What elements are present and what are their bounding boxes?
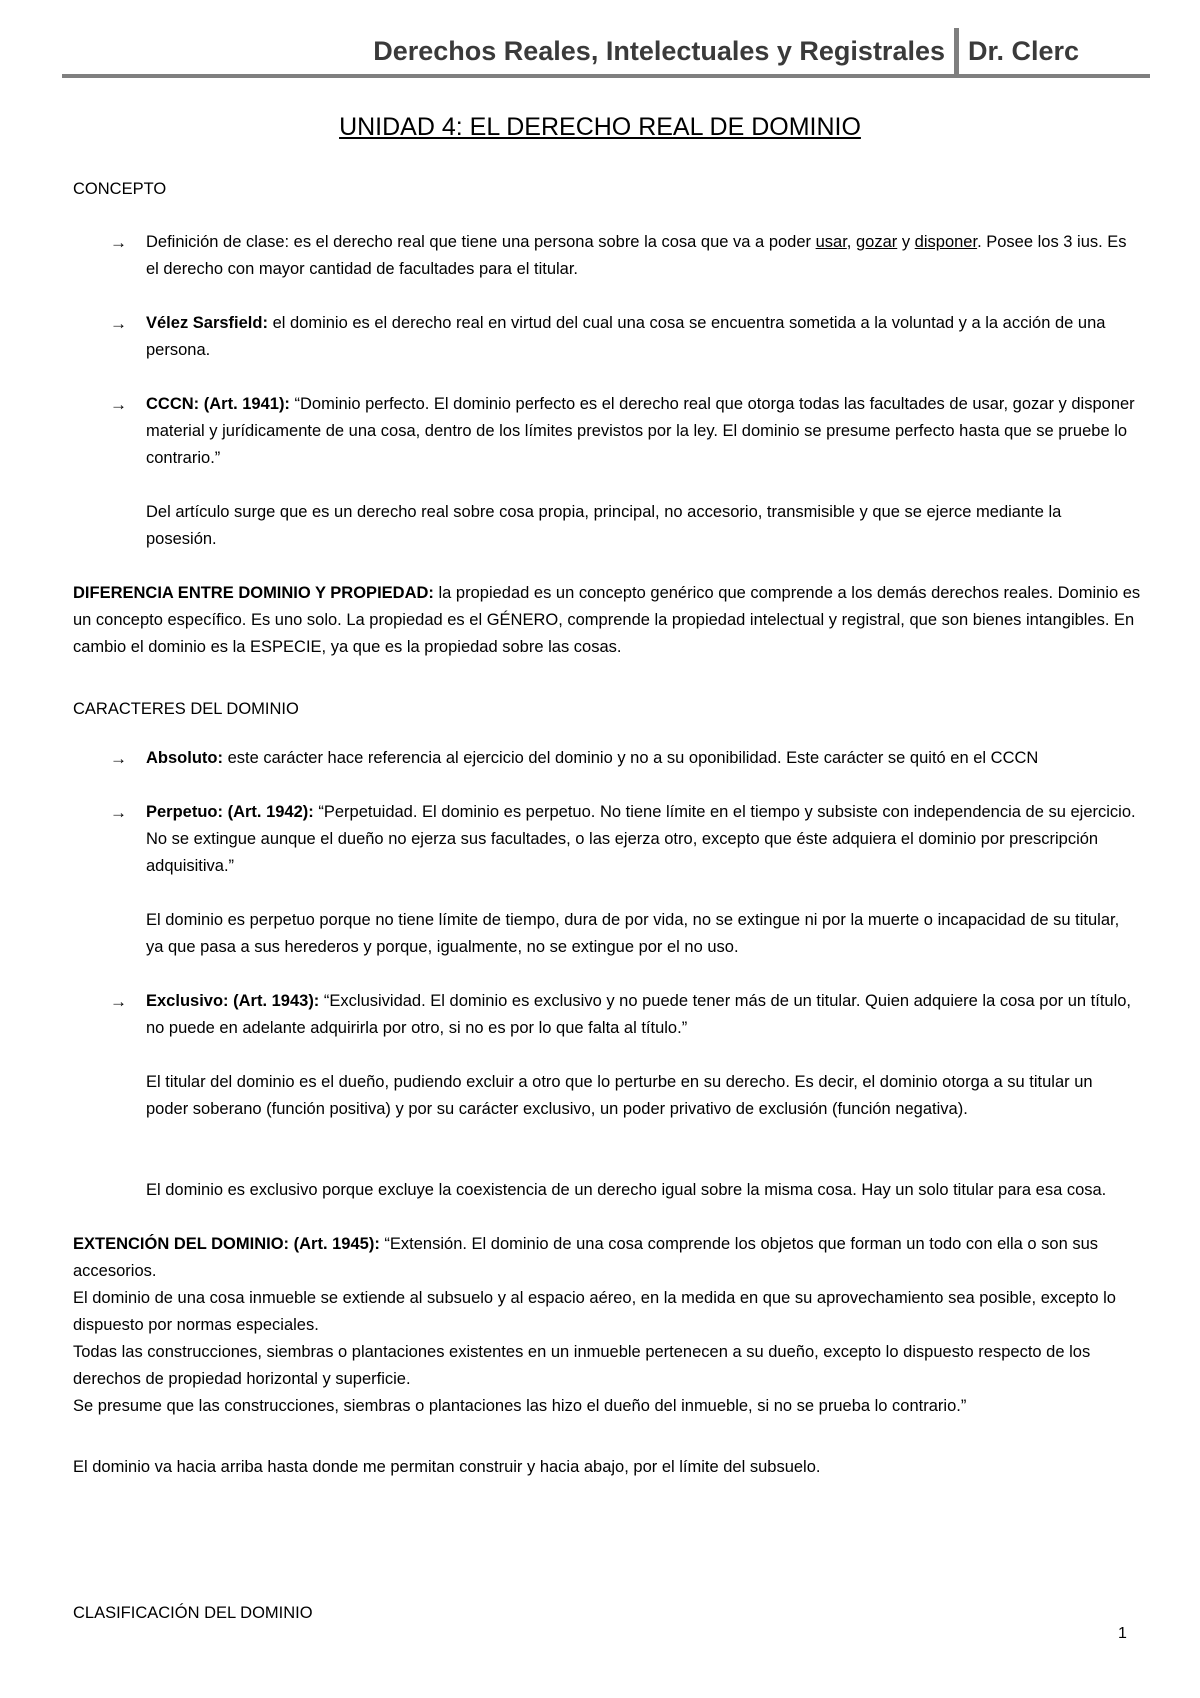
concepto-heading: CONCEPTO — [73, 180, 167, 198]
header-rule — [62, 74, 1150, 78]
extension-line-1 — [73, 1231, 1143, 1285]
unit-title: UNIDAD 4: EL DERECHO REAL DE DOMINIO — [339, 113, 861, 141]
extension-note: El dominio va hacia arriba hasta donde me permitan construir y hacia abajo, por el límite del subsuelo. — [73, 1458, 821, 1476]
definicion-sep-1: , — [846, 233, 856, 251]
exclusivo-note-1: El titular del dominio es el dueño, pudiendo excluir a otro que lo perturbe en su derecho. Es decir, el dominio otorga a su titular un poder soberano (función positiva) y por su carácter exclusivo, un poder privativo de exclusión (función negativa). — [146, 1073, 1093, 1118]
definicion-sep-2: y — [897, 233, 915, 251]
bullet-arrow-icon: → — [110, 749, 127, 768]
bullet-arrow-icon: → — [110, 233, 127, 252]
diferencia-label: DIFERENCIA ENTRE DOMINIO Y PROPIEDAD: — [73, 584, 434, 602]
perpetuo-label: Perpetuo: (Art. 1942): — [146, 803, 314, 821]
underlined-usar: usar — [815, 233, 847, 251]
cccn-text: “Dominio perfecto. El dominio perfecto es el derecho real que otorga todas las facultades de usar, gozar y disponer material y jurídicamente de una cosa, dentro de los límites previstos por la ley. El dominio se presume perfecto hasta que se pruebe lo contrario.” — [146, 395, 1135, 467]
definicion-text-a: Definición de clase: es el derecho real que tiene una persona sobre la cosa que va a poder — [146, 233, 816, 251]
bullet-arrow-icon: → — [110, 314, 127, 333]
extension-line-3: Todas las construcciones, siembras o plantaciones existentes en un inmueble pertenecen a su dueño, excepto lo dispuesto respecto de los derechos de propiedad horizontal y superficie. — [73, 1343, 1091, 1388]
underlined-disponer: disponer — [914, 233, 978, 251]
caracteres-heading: CARACTERES DEL DOMINIO — [73, 700, 299, 718]
caracter-exclusivo — [146, 988, 1136, 1042]
header-separator — [954, 28, 959, 76]
header-author: Dr. Clerc — [968, 36, 1080, 66]
exclusivo-note-2: El dominio es exclusivo porque excluye la coexistencia de un derecho igual sobre la misma cosa. Hay un solo titular para esa cosa. — [146, 1181, 1107, 1199]
caracter-absoluto — [146, 745, 1136, 772]
underlined-gozar: gozar — [855, 233, 898, 251]
velez-label: Vélez Sarsfield: — [146, 314, 268, 332]
concepto-item-definicion — [146, 229, 1136, 283]
cccn-note: Del artículo surge que es un derecho real sobre cosa propia, principal, no accesorio, transmisible y que se ejerce mediante la posesión. — [146, 503, 1062, 548]
bullet-arrow-icon: → — [110, 395, 127, 414]
exclusivo-text: “Exclusividad. El dominio es exclusivo y no puede tener más de un titular. Quien adquiere la cosa por un título, no puede en adelante adquirirla por otro, si no es por lo que falta al título.” — [146, 992, 1132, 1037]
definicion-text-b: . Posee los 3 ius. Es el derecho con mayor cantidad de facultades para el titular. — [146, 233, 1127, 278]
bullet-arrow-icon: → — [110, 803, 127, 822]
diferencia-text: la propiedad es un concepto genérico que comprende a los demás derechos reales. Dominio es un concepto específico. Es uno solo. La propiedad es el GÉNERO, comprende la propiedad intelectual y registral, que son bienes intangibles. En cambio el dominio es la ESPECIE, ya que es la propiedad sobre las cosas. — [73, 584, 1141, 656]
extension-label: EXTENCIÓN DEL DOMINIO: (Art. 1945): — [73, 1235, 380, 1253]
concepto-item-cccn — [146, 391, 1136, 472]
absoluto-text: este carácter hace referencia al ejercicio del dominio y no a su oponibilidad. Este carácter se quitó en el CCCN — [222, 749, 1039, 767]
extension-line-2: El dominio de una cosa inmueble se extiende al subsuelo y al espacio aéreo, en la medida en que su aprovechamiento sea posible, excepto lo dispuesto por normas especiales. — [73, 1289, 1116, 1334]
diferencia-paragraph — [73, 580, 1143, 661]
absoluto-label: Absoluto: — [146, 749, 223, 767]
concepto-item-velez — [146, 310, 1136, 364]
exclusivo-label: Exclusivo: (Art. 1943): — [146, 992, 320, 1010]
perpetuo-text: “Perpetuidad. El dominio es perpetuo. No tiene límite en el tiempo y subsiste con independencia de su ejercicio. No se extingue aunque el dueño no ejerza sus facultades, o las ejerza otro, excepto que éste adquiera el dominio por prescripción adquisitiva.” — [146, 803, 1136, 875]
clasificacion-heading: CLASIFICACIÓN DEL DOMINIO — [73, 1604, 313, 1622]
extension-line-4: Se presume que las construcciones, siembras o plantaciones las hizo el dueño del inmueble, si no se prueba lo contrario.” — [73, 1397, 967, 1415]
cccn-label: CCCN: (Art. 1941): — [146, 395, 290, 413]
bullet-arrow-icon: → — [110, 992, 127, 1011]
extension-paragraph — [73, 1231, 1143, 1420]
header-course-title: Derechos Reales, Intelectuales y Registrales — [373, 36, 945, 66]
caracter-perpetuo — [146, 799, 1136, 880]
velez-text: el dominio es el derecho real en virtud del cual una cosa se encuentra sometida a la voluntad y a la acción de una persona. — [146, 314, 1106, 359]
perpetuo-note: El dominio es perpetuo porque no tiene límite de tiempo, dura de por vida, no se extingue ni por la muerte o incapacidad de su titular, ya que pasa a sus herederos y porque, igualmente, no se extingue por el no uso. — [146, 911, 1120, 956]
page-number: 1 — [1118, 1625, 1127, 1642]
page-header — [62, 28, 1150, 80]
extension-text-1: “Extensión. El dominio de una cosa comprende los objetos que forman un todo con ella o son sus accesorios. — [73, 1235, 1099, 1280]
